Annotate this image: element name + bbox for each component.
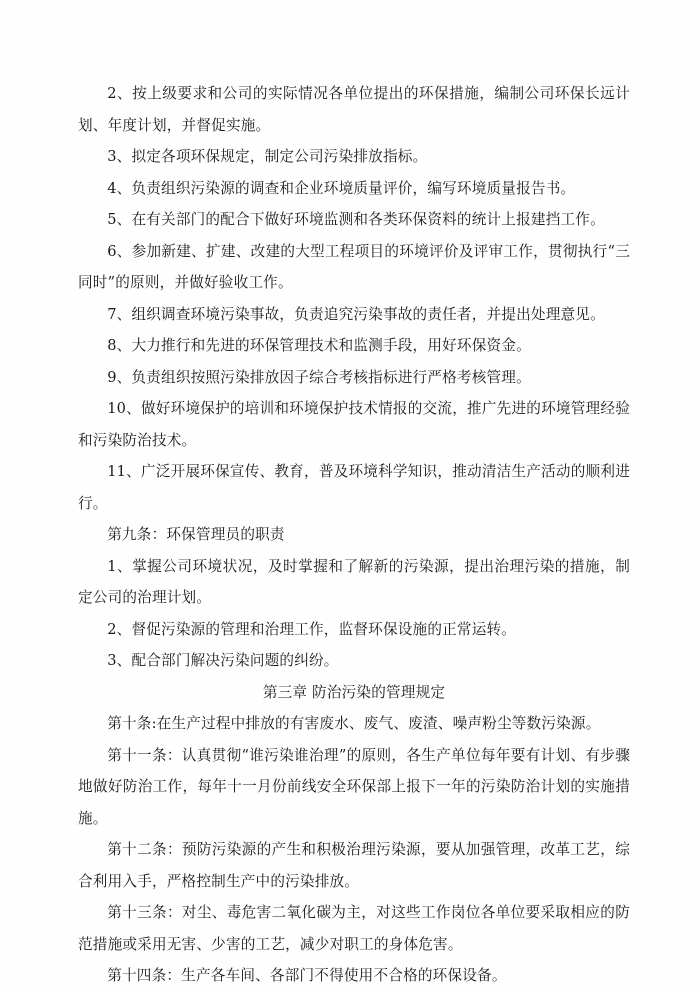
paragraph-item-4: 4、负责组织污染源的调查和企业环境质量评价，编写环境质量报告书。 — [107, 179, 576, 197]
paragraph-item-11: 11、广泛开展环保宣传、教育，普及环境科学知识，推动清洁生产活动的顺利进行。 — [78, 463, 630, 512]
paragraph-article-13: 第十三条：对尘、毒危害二氧化碳为主，对这些工作岗位各单位要采取相应的防范措施或采用无害、少害的工艺，减少对职工的身体危害。 — [78, 904, 630, 953]
paragraph-article-9-item-3: 3、配合部门解决污染问题的纠纷。 — [107, 652, 339, 669]
paragraph-item-8: 8、大力推行和先进的环保管理技术和监测手段，用好环保资金。 — [107, 337, 531, 354]
paragraph-item-3: 3、拟定各项环保规定，制定公司污染排放指标。 — [107, 148, 428, 165]
paragraph-article-10: 第十条:在生产过程中排放的有害废水、废气、废渣、噪声粉尘等数污染源。 — [107, 715, 601, 732]
paragraph-item-2: 2、按上级要求和公司的实际情况各单位提出的环保措施，编制公司环保长远计划、年度计划，并督促实施。 — [78, 85, 630, 134]
paragraph-article-12: 第十二条：预防污染源的产生和积极治理污染源，要从加强管理，改革工艺，综合利用入手，严格控制生产中的污染排放。 — [78, 841, 630, 890]
paragraph-item-7: 7、组织调查环境污染事故，负责追究污染事故的责任者，并提出处理意见。 — [107, 305, 605, 323]
document-body — [78, 78, 630, 992]
paragraph-item-10: 10、做好环境保护的培训和环境保护技术情报的交流，推广先进的环境管理经验和污染防治技术。 — [78, 400, 630, 449]
paragraph-item-9: 9、负责组织按照污染排放因子综合考核指标进行严格考核管理。 — [107, 368, 531, 386]
paragraph-item-6: 6、参加新建、扩建、改建的大型工程项目的环境评价及评审工作，贯彻执行“三同时”的原则，并做好验收工作。 — [78, 242, 630, 291]
paragraph-article-11: 第十一条：认真贯彻“谁污染谁治理”的原则，各生产单位每年要有计划、有步骤地做好防治工作，每年十一月份前线安全环保部上报下一年的污染防治计划的实施措施。 — [78, 746, 630, 827]
paragraph-article-9-item-1: 1、掌握公司环境状况，及时掌握和了解新的污染源，提出治理污染的措施，制定公司的治理计划。 — [78, 557, 630, 606]
chapter-3-heading: 第三章 防治污染的管理规定 — [262, 683, 446, 701]
paragraph-article-9-item-2: 2、督促污染源的管理和治理工作，监督环保设施的正常运转。 — [107, 620, 517, 638]
paragraph-item-5: 5、在有关部门的配合下做好环境监测和各类环保资料的统计上报建挡工作。 — [107, 211, 605, 228]
paragraph-article-14: 第十四条：生产各车间、各部门不得使用不合格的环保设备。 — [107, 967, 507, 984]
article-9-heading: 第九条：环保管理员的职责 — [107, 526, 285, 543]
